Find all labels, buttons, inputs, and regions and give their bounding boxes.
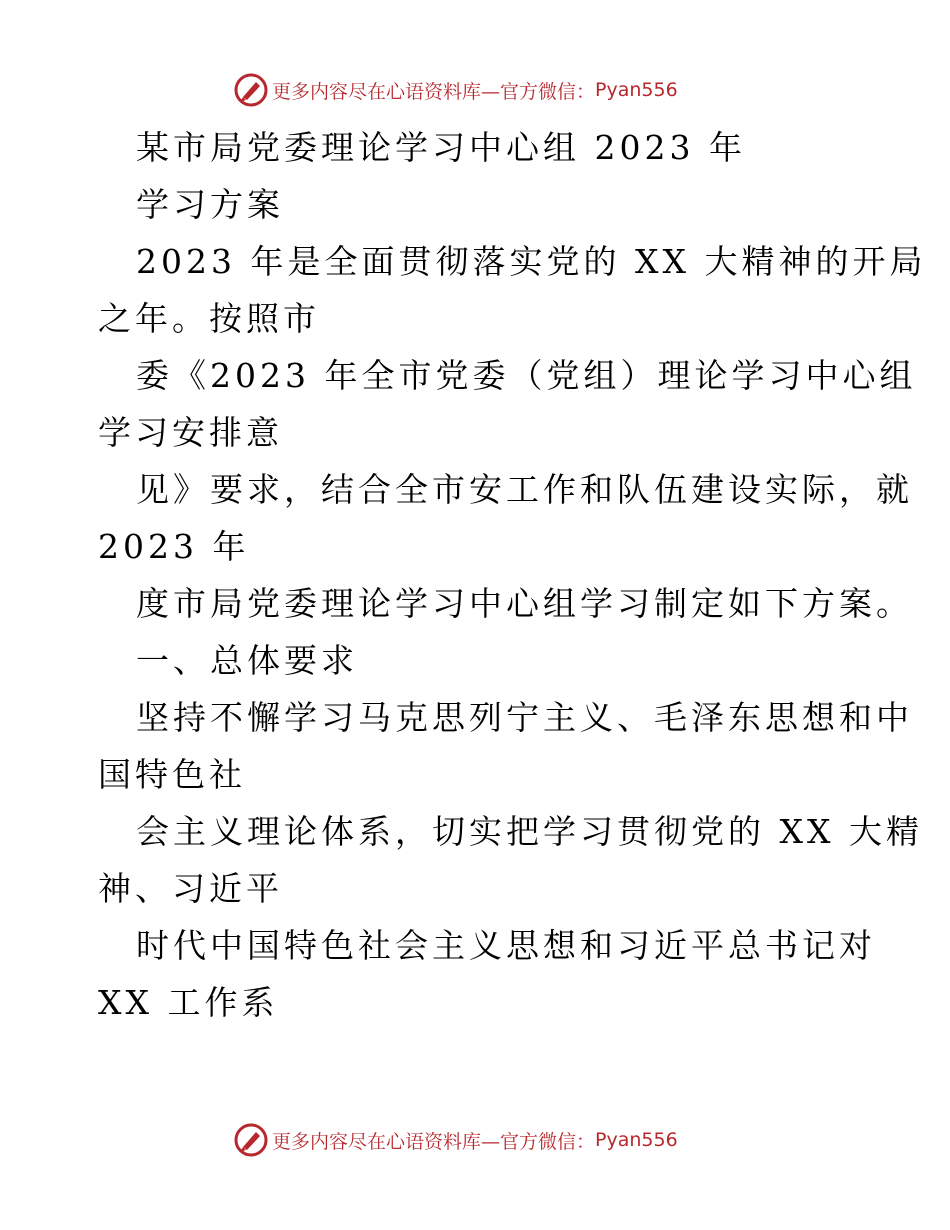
paragraph-line: 会主义理论体系，切实把学习贯彻党的 XX 大精 [136,812,923,851]
header-watermark [234,72,678,108]
pen-logo-icon [234,73,268,107]
section-heading: 一、总体要求 [136,641,358,680]
pen-logo-icon [234,1123,268,1157]
paragraph-line: 学习安排意 [98,413,283,452]
paragraph-line: XX 工作系 [98,983,279,1022]
paragraph-line: 2023 年 [98,527,250,566]
footer-watermark [234,1122,678,1158]
watermark-text: 更多内容尽在心语资料库—官方微信： [272,1130,596,1153]
watermark-handle: Pyan556 [595,1129,678,1151]
watermark-text: 更多内容尽在心语资料库—官方微信： [272,80,596,103]
paragraph-line: 神、习近平 [98,869,283,908]
doc-title-line-1: 某市局党委理论学习中心组 2023 年 [136,128,746,167]
doc-title-line-2: 学习方案 [136,185,284,224]
paragraph-line: 2023 年是全面贯彻落实党的 XX 大精神的开局 [136,242,927,281]
watermark-handle: Pyan556 [595,79,678,101]
paragraph-line: 之年。按照市 [98,299,320,338]
paragraph-line: 坚持不懈学习马克思列宁主义、毛泽东思想和中 [136,698,913,737]
paragraph-line: 见》要求，结合全市安工作和队伍建设实际，就 [136,470,913,509]
paragraph-line: 度市局党委理论学习中心组学习制定如下方案。 [136,584,913,623]
paragraph-line: 委《2023 年全市党委（党组）理论学习中心组 [136,356,917,395]
paragraph-line: 国特色社 [98,755,246,794]
paragraph-line: 时代中国特色社会主义思想和习近平总书记对 [136,926,876,965]
